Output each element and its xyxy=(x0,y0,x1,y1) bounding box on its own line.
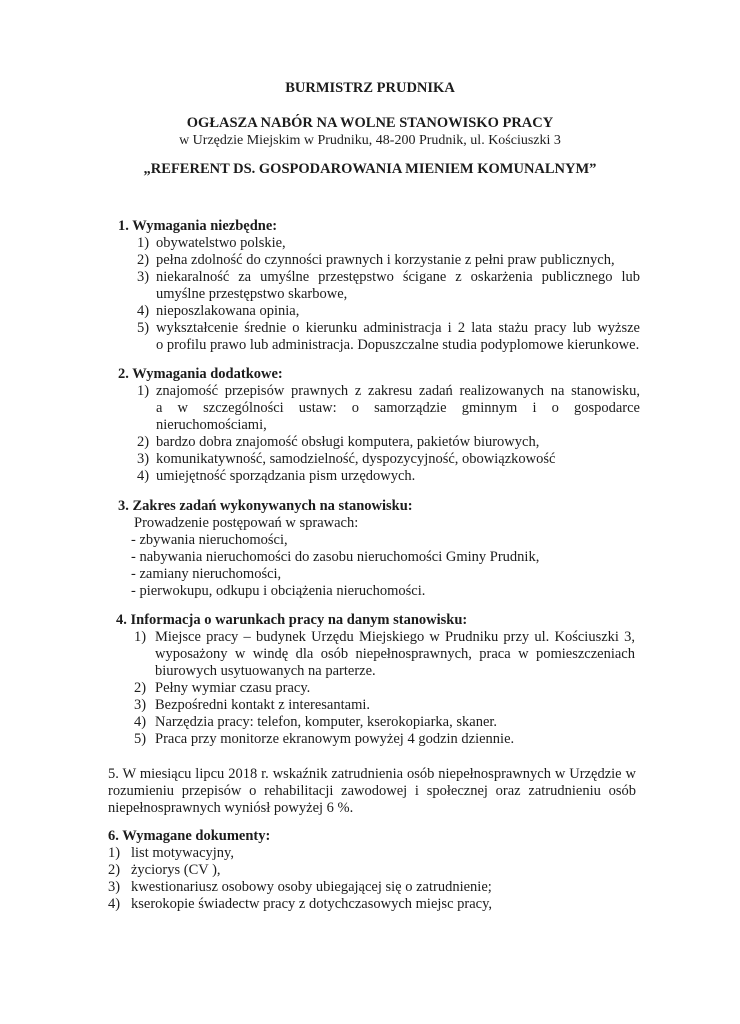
item-text: Pełny wymiar czasu pracy. xyxy=(155,680,311,696)
item-number: 1) xyxy=(108,845,121,861)
item-number: 1) xyxy=(137,383,150,399)
section-heading: 3. Zakres zadań wykonywanych na stanowisku: xyxy=(118,498,413,514)
section-heading: 6. Wymagane dokumenty: xyxy=(108,828,271,844)
item-number: 2) xyxy=(134,680,147,696)
list-item xyxy=(137,235,740,252)
item-text: Bezpośredni kontakt z interesantami. xyxy=(155,697,371,713)
item-text: nieruchomościami, xyxy=(156,417,267,433)
list-item xyxy=(137,451,740,468)
list-item: - nabywania nieruchomości do zasobu nieruchomości Gminy Prudnik, xyxy=(131,549,540,565)
list-item: - zamiany nieruchomości, xyxy=(131,566,282,582)
list-item xyxy=(137,269,740,303)
item-number: 4) xyxy=(108,896,121,912)
paragraph-line: niepełnosprawnych wyniósł powyżej 6 %. xyxy=(108,800,354,816)
section-additional xyxy=(0,366,740,485)
item-number: 4) xyxy=(137,303,150,319)
item-text: znajomość przepisów prawnych z zakresu zadań realizowanych na stanowisku, xyxy=(156,383,640,399)
item-number: 4) xyxy=(137,468,150,484)
announcement-header xyxy=(0,80,740,178)
list-item xyxy=(108,845,740,862)
item-number: 2) xyxy=(137,434,150,450)
item-text: życiorys (CV ), xyxy=(131,862,221,878)
item-number: 3) xyxy=(137,269,150,285)
section-duties xyxy=(0,498,740,600)
item-text: niekaralność za umyślne przestępstwo ścigane z oskarżenia publicznego lub xyxy=(156,269,640,285)
item-text: komunikatywność, samodzielność, dyspozycyjność, obowiązkowość xyxy=(156,451,556,467)
section-heading: 2. Wymagania dodatkowe: xyxy=(118,366,283,382)
list-item xyxy=(134,714,740,731)
item-text: kserokopie świadectw pracy z dotychczasowych miejsc pracy, xyxy=(131,896,493,912)
list-item xyxy=(137,252,740,269)
list-item xyxy=(134,629,740,680)
position-title: „REFERENT DS. GOSPODAROWANIA MIENIEM KOMUNALNYM” xyxy=(143,161,597,177)
item-number: 3) xyxy=(134,697,147,713)
item-number: 3) xyxy=(137,451,150,467)
list-item xyxy=(137,468,740,485)
list-item xyxy=(134,697,740,714)
item-number: 1) xyxy=(137,235,150,251)
item-text: wyposażony w windę dla osób niepełnosprawnych, praca w pomieszczeniach xyxy=(155,646,635,662)
list-item xyxy=(137,303,740,320)
list-item xyxy=(137,434,740,451)
item-text: biurowych usytuowanych na parterze. xyxy=(155,663,376,679)
paragraph-line: 5. W miesiącu lipcu 2018 r. wskaźnik zatrudnienia osób niepełnosprawnych w Urzędzie w xyxy=(108,766,636,782)
item-text: umyślne przestępstwo skarbowe, xyxy=(156,286,348,302)
item-number: 2) xyxy=(108,862,121,878)
section-documents xyxy=(0,828,740,913)
item-number: 2) xyxy=(137,252,150,268)
item-text: umiejętność sporządzania pism urzędowych. xyxy=(156,468,416,484)
item-text: pełna zdolność do czynności prawnych i korzystanie z pełni praw publicznych, xyxy=(156,252,615,268)
list-item xyxy=(137,383,740,434)
item-text: list motywacyjny, xyxy=(131,845,234,861)
paragraph-line: rozumieniu przepisów o rehabilitacji zawodowej i społecznej oraz zatrudnieniu osób xyxy=(108,783,636,799)
header-title: BURMISTRZ PRUDNIKA xyxy=(285,80,455,96)
header-subtitle: OGŁASZA NABÓR NA WOLNE STANOWISKO PRACY xyxy=(186,115,554,131)
section-employment-indicator xyxy=(0,766,740,817)
item-text: a w szczególności ustaw: o samorządzie gminnym i o gospodarce xyxy=(156,400,640,416)
item-number: 4) xyxy=(134,714,147,730)
item-text: Narzędzia pracy: telefon, komputer, kserokopiarka, skaner. xyxy=(155,714,498,730)
list-item xyxy=(134,680,740,697)
list-item: - pierwokupu, odkupu i obciążenia nieruchomości. xyxy=(131,583,426,599)
item-text: Praca przy monitorze ekranowym powyżej 4 godzin dziennie. xyxy=(155,731,515,747)
list-item xyxy=(108,879,740,896)
section-required xyxy=(0,218,740,354)
item-text: wykształcenie średnie o kierunku administracja i 2 lata stażu pracy lub wyższe xyxy=(156,320,640,336)
item-text: Miejsce pracy – budynek Urzędu Miejskiego w Prudniku przy ul. Kościuszki 3, xyxy=(155,629,635,645)
item-text: obywatelstwo polskie, xyxy=(156,235,286,251)
item-number: 5) xyxy=(137,320,150,336)
list-item xyxy=(137,320,740,354)
list-item xyxy=(108,862,740,879)
list-item xyxy=(108,896,740,913)
list-item: - zbywania nieruchomości, xyxy=(131,532,288,548)
item-number: 5) xyxy=(134,731,147,747)
section-conditions xyxy=(0,612,740,748)
item-text: bardzo dobra znajomość obsługi komputera, pakietów biurowych, xyxy=(156,434,540,450)
header-location: w Urzędzie Miejskim w Prudniku, 48-200 Prudnik, ul. Kościuszki 3 xyxy=(179,133,561,148)
duties-intro: Prowadzenie postępowań w sprawach: xyxy=(134,515,359,531)
section-heading: 4. Informacja o warunkach pracy na danym stanowisku: xyxy=(116,612,468,628)
item-text: nieposzlakowana opinia, xyxy=(156,303,300,319)
list-item xyxy=(134,731,740,748)
item-number: 1) xyxy=(134,629,147,645)
section-heading: 1. Wymagania niezbędne: xyxy=(118,218,278,234)
item-text: kwestionariusz osobowy osoby ubiegającej się o zatrudnienie; xyxy=(131,879,492,895)
item-text: o profilu prawo lub administracja. Dopuszczalne studia podyplomowe kierunkowe. xyxy=(156,337,640,353)
item-number: 3) xyxy=(108,879,121,895)
